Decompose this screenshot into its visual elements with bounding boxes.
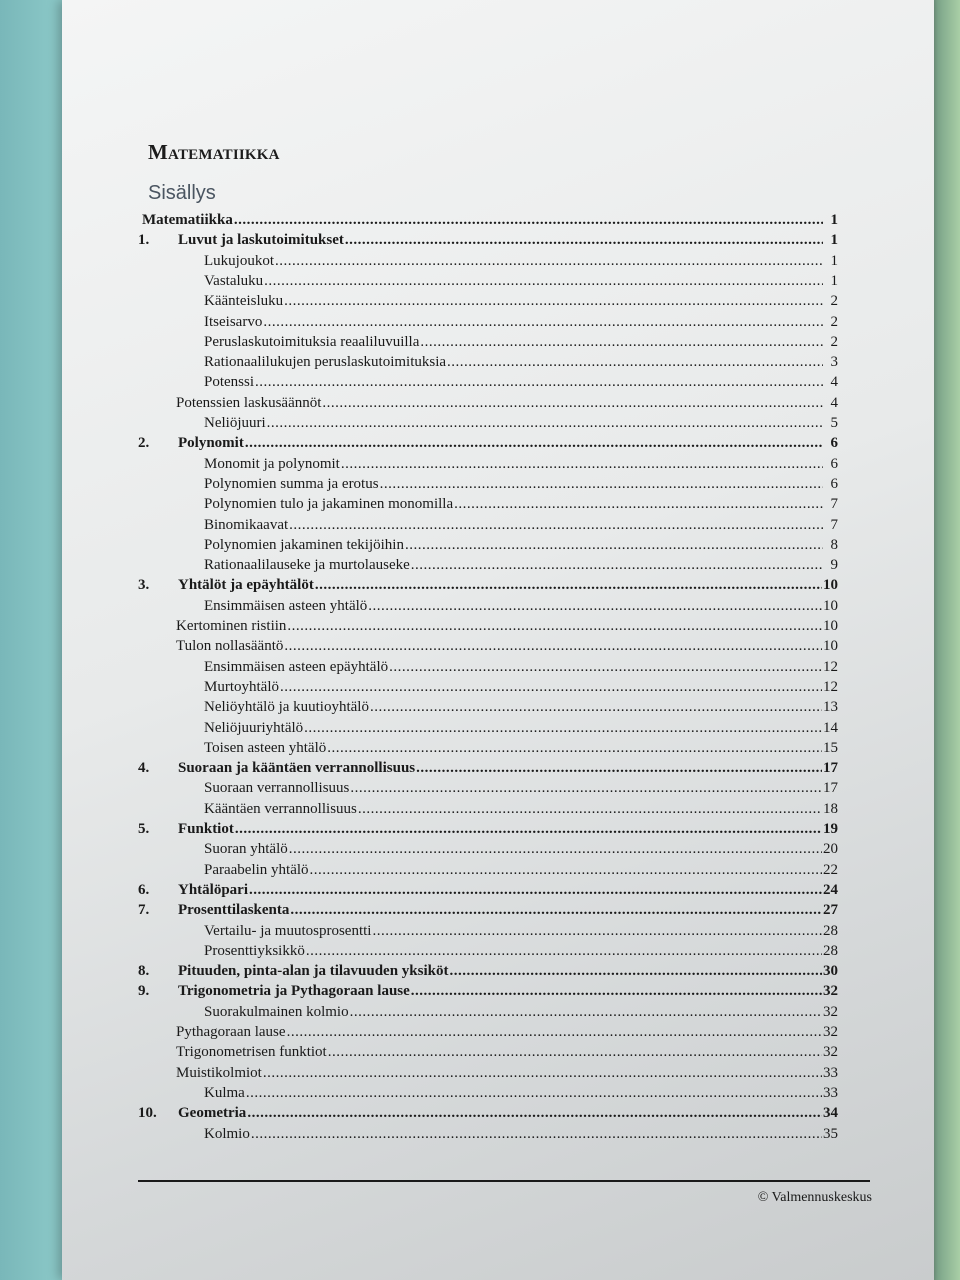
toc-dot-leader (372, 923, 822, 940)
toc-dot-leader (306, 943, 822, 960)
toc-dot-leader (420, 334, 823, 351)
toc-entry-page: 35 (823, 1125, 838, 1142)
toc-entry-page: 32 (823, 1003, 838, 1020)
toc-entry (138, 435, 838, 455)
toc-entry-number: 6. (138, 881, 150, 898)
toc-entry (138, 537, 838, 557)
toc-entry-title: Tulon nollasääntö (176, 638, 284, 655)
toc-entry-page: 19 (823, 821, 838, 837)
toc-entry-title: Polynomit (178, 435, 244, 452)
toc-entry (138, 253, 838, 273)
toc-dot-leader (315, 577, 822, 594)
toc-dot-leader (450, 963, 823, 980)
toc-entry-title: Geometria (178, 1105, 247, 1122)
toc-dot-leader (405, 537, 823, 554)
toc-entry (138, 841, 838, 861)
toc-dot-leader (245, 435, 823, 452)
toc-entry-page: 33 (823, 1064, 838, 1081)
toc-entry (138, 1004, 838, 1024)
toc-entry-title: Suoran yhtälö (204, 841, 288, 858)
toc-entry-number: 8. (138, 963, 150, 980)
toc-entry (138, 1126, 838, 1146)
toc-entry-title: Neliöjuuri (204, 415, 266, 431)
toc-entry-page: 12 (823, 658, 838, 675)
toc-entry-number: 3. (138, 577, 150, 594)
toc-entry-title: Suorakulmainen kolmio (204, 1003, 349, 1020)
toc-entry-title: Käänteisluku (204, 293, 284, 310)
toc-dot-leader (327, 740, 822, 757)
toc-entry-title: Matematiikka (142, 212, 233, 228)
toc-entry (138, 720, 838, 740)
toc-dot-leader (368, 598, 822, 615)
toc-entry-page: 1 (830, 252, 838, 269)
toc-entry (138, 760, 838, 780)
toc-dot-leader (284, 293, 823, 310)
toc-dot-leader (389, 659, 822, 676)
toc-entry-number: 4. (138, 760, 150, 777)
toc-dot-leader (247, 1105, 822, 1122)
toc-entry-title: Itseisarvo (204, 313, 263, 330)
toc-entry-title: Suoraan ja kääntäen verrannollisuus (178, 760, 416, 777)
toc-entry (138, 273, 838, 293)
toc-dot-leader (287, 618, 822, 635)
toc-entry (138, 963, 838, 983)
toc-entry (138, 780, 838, 800)
toc-entry (138, 517, 838, 537)
toc-entry-page: 9 (830, 557, 838, 574)
toc-entry (138, 598, 838, 618)
toc-entry-title: Toisen asteen yhtälö (204, 739, 327, 756)
toc-entry-number: 5. (138, 821, 150, 837)
toc-entry (138, 1065, 838, 1085)
toc-entry-title: Ensimmäisen asteen epäyhtälö (204, 658, 389, 675)
toc-entry-title: Peruslaskutoimituksia reaaliluvuilla (204, 333, 420, 350)
toc-entry-page: 1 (830, 232, 838, 249)
toc-entry (138, 395, 838, 415)
toc-entry-title: Neliöjuuriyhtälö (204, 719, 304, 736)
toc-entry-title: Luvut ja laskutoimitukset (178, 232, 344, 249)
toc-entry-page: 6 (830, 455, 838, 472)
copyright-notice: © Valmennuskeskus (757, 1190, 872, 1205)
toc-dot-leader (289, 517, 823, 534)
toc-dot-leader (275, 253, 823, 270)
toc-entry (138, 456, 838, 476)
toc-entry-page: 17 (823, 780, 838, 797)
toc-entry (138, 415, 838, 435)
toc-entry-title: Lukujoukot (204, 252, 274, 269)
toc-dot-leader (290, 902, 822, 919)
toc-entry-number: 7. (138, 902, 150, 919)
toc-dot-leader (251, 1126, 822, 1143)
document-page (62, 0, 934, 1280)
toc-entry (138, 943, 838, 963)
toc-entry (138, 659, 838, 679)
toc-dot-leader (380, 476, 823, 493)
toc-entry-page: 24 (823, 881, 838, 898)
toc-dot-leader (350, 1004, 822, 1021)
toc-entry-number: 1. (138, 232, 150, 249)
toc-dot-leader (264, 273, 823, 290)
toc-entry-number: 9. (138, 983, 150, 1000)
toc-dot-leader (328, 1044, 822, 1061)
toc-entry-page: 10 (823, 597, 838, 614)
toc-entry-page: 6 (830, 475, 838, 492)
toc-entry-title: Suoraan verrannollisuus (204, 780, 350, 797)
toc-dot-leader (310, 862, 822, 879)
toc-entry-page: 27 (823, 902, 838, 919)
toc-entry (138, 801, 838, 821)
toc-dot-leader (370, 699, 822, 716)
toc-entry (138, 232, 838, 252)
toc-entry-title: Polynomien tulo ja jakaminen monomilla (204, 496, 454, 513)
toc-entry-page: 3 (830, 354, 838, 371)
toc-entry-page: 15 (823, 739, 838, 756)
toc-entry-page: 33 (823, 1084, 838, 1101)
toc-entry (138, 638, 838, 658)
toc-entry-page: 20 (823, 841, 838, 858)
toc-dot-leader (341, 456, 823, 473)
toc-dot-leader (447, 354, 823, 371)
toc-entry (138, 1044, 838, 1064)
toc-entry-title: Kertominen ristiin (176, 618, 287, 634)
toc-dot-leader (358, 801, 822, 818)
toc-entry-page: 8 (830, 536, 838, 553)
toc-entry-title: Monomit ja polynomit (204, 455, 340, 472)
toc-entry-page: 7 (830, 496, 838, 513)
toc-entry (138, 374, 838, 394)
toc-entry-number: 2. (138, 435, 150, 452)
toc-dot-leader (234, 212, 823, 229)
toc-entry-number: 10. (138, 1105, 157, 1122)
toc-entry-title: Yhtälöpari (178, 881, 249, 898)
toc-entry-page: 34 (823, 1105, 838, 1122)
toc-entry (138, 557, 838, 577)
toc-entry-page: 32 (823, 983, 838, 1000)
toc-entry-title: Rationaalilukujen peruslaskutoimituksia (204, 354, 447, 371)
toc-entry-title: Trigonometria ja Pythagoraan lause (178, 983, 410, 1000)
toc-entry-page: 18 (823, 800, 838, 817)
toc-entry (138, 577, 838, 597)
toc-entry-title: Binomikaavat (204, 516, 289, 533)
toc-entry-page: 28 (823, 922, 838, 939)
toc-entry (138, 923, 838, 943)
toc-entry (138, 212, 838, 232)
toc-entry-page: 7 (830, 516, 838, 533)
toc-entry-page: 22 (823, 861, 838, 878)
toc-entry-title: Rationaalilauseke ja murtolauseke (204, 557, 410, 574)
toc-dot-leader (284, 638, 822, 655)
toc-entry (138, 293, 838, 313)
toc-entry-page: 17 (823, 760, 838, 777)
toc-dot-leader (235, 821, 822, 838)
toc-entry-page: 30 (823, 963, 838, 980)
toc-entry-title: Funktiot (178, 821, 234, 837)
toc-entry-page: 12 (823, 678, 838, 695)
toc-entry (138, 1105, 838, 1125)
toc-entry (138, 314, 838, 334)
toc-entry (138, 902, 838, 922)
toc-entry (138, 740, 838, 760)
toc-entry (138, 862, 838, 882)
document-title: Matematiikka (148, 140, 280, 164)
toc-entry-title: Ensimmäisen asteen yhtälö (204, 597, 368, 614)
toc-entry-page: 6 (830, 435, 838, 452)
toc-dot-leader (416, 760, 822, 777)
toc-entry-title: Kolmio (204, 1125, 250, 1142)
toc-entry-title: Trigonometrisen funktiot (176, 1044, 327, 1061)
toc-entry-page: 5 (830, 415, 838, 431)
toc-dot-leader (246, 1085, 822, 1102)
toc-entry-page: 10 (823, 577, 838, 594)
toc-dot-leader (280, 679, 822, 696)
toc-entry-page: 1 (830, 212, 838, 228)
toc-entry-page: 13 (823, 699, 838, 716)
toc-entry-page: 4 (830, 374, 838, 391)
toc-entry (138, 983, 838, 1003)
toc-entry (138, 679, 838, 699)
toc-entry-title: Murtoyhtälö (204, 678, 279, 695)
toc-entry-title: Vastaluku (204, 272, 264, 289)
toc-entry-title: Pituuden, pinta-alan ja tilavuuden yksiköt (178, 963, 449, 980)
toc-entry (138, 496, 838, 516)
toc-entry-title: Potenssi (204, 374, 255, 391)
toc-entry-page: 1 (830, 272, 838, 289)
toc-entry-title: Pythagoraan lause (176, 1024, 286, 1040)
toc-entry (138, 476, 838, 496)
toc-entry-page: 32 (823, 1044, 838, 1061)
toc-entry-title: Prosenttilaskenta (178, 902, 290, 919)
toc-entry-title: Muistikolmiot (176, 1064, 262, 1081)
toc-entry-title: Vertailu- ja muutosprosentti (204, 922, 372, 939)
toc-dot-leader (289, 841, 822, 858)
toc-entry-title: Paraabelin yhtälö (204, 861, 309, 878)
toc-entry-page: 4 (830, 394, 838, 411)
toc-entry (138, 699, 838, 719)
toc-dot-leader (287, 1024, 822, 1041)
toc-entry-page: 32 (823, 1024, 838, 1040)
toc-entry-page: 10 (823, 618, 838, 634)
toc-entry-title: Yhtälöt ja epäyhtälöt (178, 577, 314, 594)
toc-dot-leader (411, 557, 823, 574)
toc-entry-page: 14 (823, 719, 838, 736)
toc-entry (138, 1024, 838, 1044)
toc-dot-leader (411, 983, 822, 1000)
toc-dot-leader (304, 720, 822, 737)
toc-entry-page: 10 (823, 638, 838, 655)
toc-entry-title: Prosenttiyksikkö (204, 942, 305, 959)
toc-entry (138, 354, 838, 374)
toc-entry (138, 1085, 838, 1105)
toc-dot-leader (255, 374, 823, 391)
footer-rule (138, 1180, 870, 1182)
toc-dot-leader (454, 496, 823, 513)
toc-dot-leader (263, 314, 823, 331)
toc-entry (138, 821, 838, 841)
toc-entry-title: Kääntäen verrannollisuus (204, 800, 357, 817)
toc-dot-leader (322, 395, 823, 412)
toc-dot-leader (345, 232, 823, 249)
toc-entry-page: 2 (830, 293, 838, 310)
toc-entry-title: Neliöyhtälö ja kuutioyhtälö (204, 699, 369, 716)
toc-dot-leader (263, 1065, 822, 1082)
toc-entry-title: Kulma (204, 1084, 245, 1101)
toc-entry (138, 334, 838, 354)
toc-entry (138, 882, 838, 902)
toc-entry-page: 2 (830, 333, 838, 350)
toc-entry-title: Polynomien jakaminen tekijöihin (204, 536, 404, 553)
toc-entry-title: Polynomien summa ja erotus (204, 475, 379, 492)
toc-dot-leader (267, 415, 823, 432)
toc-heading: Sisällys (148, 182, 216, 204)
toc-entry-page: 28 (823, 942, 838, 959)
toc-entry (138, 618, 838, 638)
toc-dot-leader (350, 780, 822, 797)
toc-dot-leader (249, 882, 822, 899)
toc-entry-title: Potenssien laskusäännöt (176, 394, 322, 411)
toc-entry-page: 2 (830, 313, 838, 330)
